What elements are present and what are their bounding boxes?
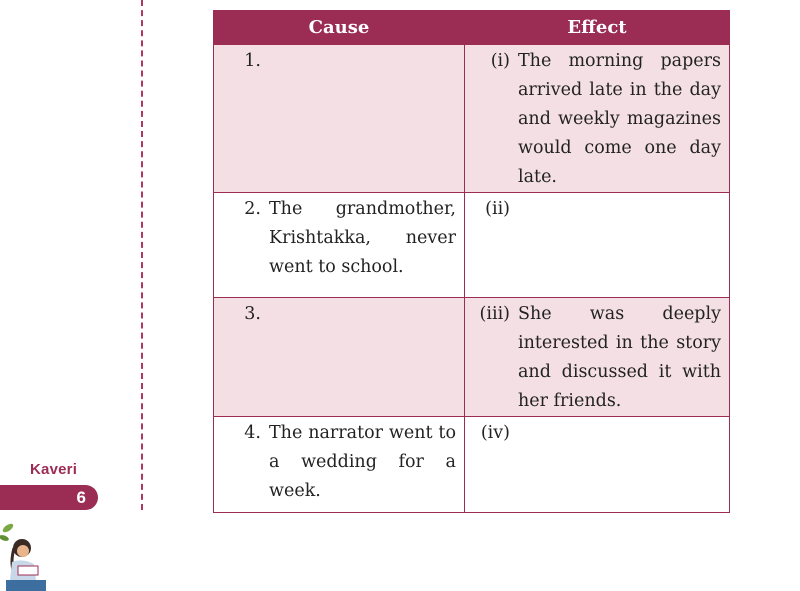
effect-cell	[465, 298, 730, 417]
cause-header: Cause	[214, 11, 465, 45]
cause-text	[269, 47, 456, 76]
effect-text	[518, 195, 721, 224]
cause-text: The narrator went to a wedding for a week.	[269, 423, 456, 501]
table-row	[214, 45, 730, 193]
effect-cell	[465, 193, 730, 298]
table-row	[214, 298, 730, 417]
cause-cell	[214, 45, 465, 193]
cause-number: 2.	[244, 199, 261, 219]
table-row	[214, 193, 730, 298]
effect-text: The morning papers arrived late in the day and weekly magazines would come one day late.	[518, 51, 721, 187]
cause-number: 4.	[244, 423, 261, 443]
effect-text	[518, 419, 721, 448]
effect-cell	[465, 45, 730, 193]
effect-number: (iii)	[479, 304, 510, 324]
table-row	[214, 417, 730, 513]
cause-text: The grandmother, Krishtakka, never went to school.	[269, 199, 456, 277]
effect-cell	[465, 417, 730, 513]
effect-number: (ii)	[485, 199, 510, 219]
book-title: Kaveri	[30, 461, 78, 478]
effect-header: Effect	[465, 11, 730, 45]
effect-number: (i)	[490, 51, 510, 71]
table-header-row	[214, 11, 730, 45]
cause-effect-table	[213, 10, 730, 513]
cause-text	[269, 300, 456, 329]
dashed-margin-line	[141, 0, 143, 510]
cause-number: 1.	[244, 51, 261, 71]
effect-number: (iv)	[480, 423, 510, 443]
cause-number: 3.	[244, 304, 261, 324]
reading-girl-illustration	[0, 518, 60, 591]
cause-cell	[214, 298, 465, 417]
effect-text: She was deeply interested in the story and discussed it with her friends.	[518, 304, 721, 411]
cause-cell	[214, 417, 465, 513]
cause-cell	[214, 193, 465, 298]
page-number: 6	[0, 485, 98, 510]
